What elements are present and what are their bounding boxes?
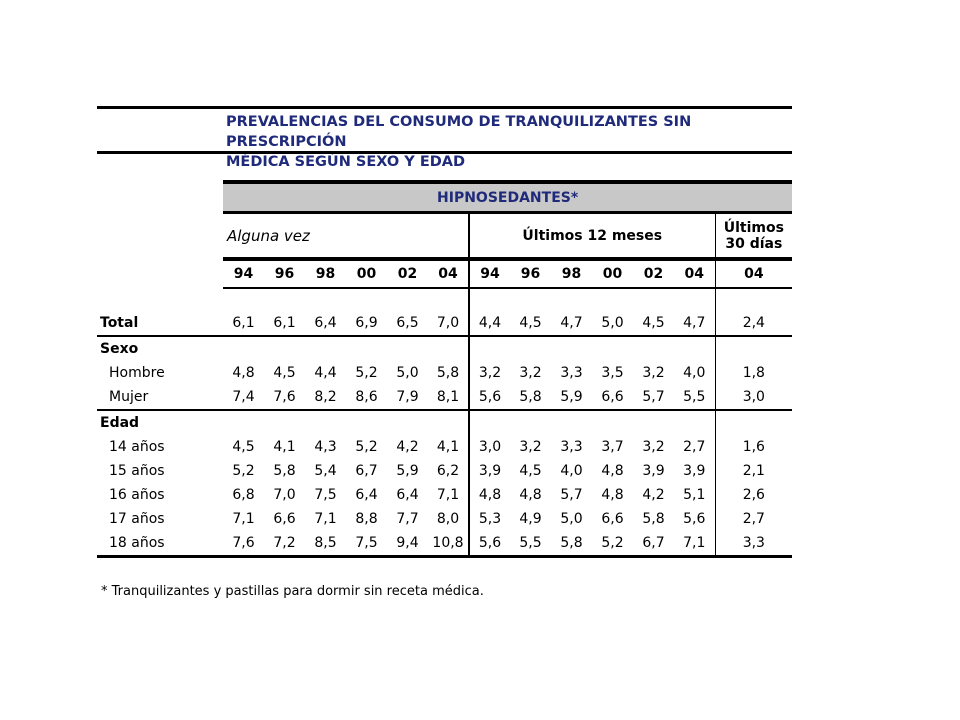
data-cell: 5,0 — [560, 511, 583, 527]
data-cell: 5,3 — [469, 507, 510, 531]
table-row — [97, 483, 792, 507]
data-cell: 8,5 — [305, 531, 346, 557]
data-cell: 1,6 — [715, 435, 792, 459]
row-label-16-anos: 16 años — [109, 487, 165, 503]
data-cell: 6,6 — [273, 511, 296, 527]
data-cell: 6,9 — [346, 311, 387, 336]
data-cell: 4,1 — [436, 439, 460, 455]
data-cell: 3,9 — [642, 463, 665, 479]
data-cell: 8,0 — [436, 511, 460, 527]
data-cell: 7,6 — [223, 531, 264, 557]
data-cell: 3,2 — [519, 365, 542, 381]
data-cell: 7,6 — [264, 385, 305, 410]
year-cell: 98 — [305, 259, 346, 288]
data-cell: 4,5 — [519, 463, 542, 479]
data-cell: 4,5 — [510, 311, 551, 336]
data-cell: 4,9 — [519, 511, 542, 527]
data-cell: 2,7 — [683, 439, 706, 455]
row-label-sexo: Sexo — [100, 341, 139, 357]
year-cell: 04 — [674, 259, 715, 288]
row-label-15-anos: 15 años — [109, 463, 165, 479]
data-cell: 5,8 — [510, 385, 551, 410]
title-bottom-rule — [97, 151, 792, 154]
data-cell: 4,4 — [314, 365, 337, 381]
data-cell: 4,2 — [396, 439, 419, 455]
prevalence-table — [97, 180, 792, 558]
data-cell: 4,0 — [560, 463, 583, 479]
data-cell: 4,8 — [469, 483, 510, 507]
data-cell: 2,4 — [715, 311, 792, 336]
data-cell: 3,0 — [715, 385, 792, 410]
data-cell: 5,8 — [551, 531, 592, 557]
data-cell: 7,7 — [396, 511, 419, 527]
data-cell: 5,6 — [469, 531, 510, 557]
data-cell: 5,5 — [674, 385, 715, 410]
data-cell: 5,4 — [314, 463, 337, 479]
period-alguna-vez: Alguna vez — [223, 213, 469, 260]
data-cell: 3,5 — [601, 365, 624, 381]
data-cell: 7,1 — [436, 487, 460, 503]
data-cell: 5,7 — [560, 487, 583, 503]
data-cell: 4,1 — [273, 439, 296, 455]
data-cell: 7,0 — [428, 311, 469, 336]
data-cell: 4,5 — [232, 439, 255, 455]
table-row — [97, 459, 792, 483]
data-cell: 4,8 — [601, 463, 624, 479]
data-cell: 6,1 — [223, 311, 264, 336]
data-cell: 3,2 — [469, 361, 510, 385]
year-cell: 94 — [223, 259, 264, 288]
data-cell: 5,8 — [436, 365, 460, 381]
data-cell: 7,5 — [346, 531, 387, 557]
data-cell: 6,7 — [355, 463, 378, 479]
period-ultimos-30-dias — [715, 213, 792, 260]
data-cell: 5,8 — [273, 463, 296, 479]
group-row — [97, 410, 792, 435]
data-cell: 6,6 — [601, 511, 624, 527]
data-cell: 6,4 — [355, 487, 378, 503]
year-header-row — [97, 259, 792, 288]
row-label-17-anos: 17 años — [109, 511, 165, 527]
year-cell: 02 — [387, 259, 428, 288]
year-cell: 94 — [469, 259, 510, 288]
data-cell: 5,8 — [642, 511, 665, 527]
data-cell: 6,7 — [633, 531, 674, 557]
data-cell: 6,2 — [436, 463, 460, 479]
data-cell: 4,5 — [633, 311, 674, 336]
data-cell: 5,9 — [396, 463, 419, 479]
data-cell: 2,6 — [715, 483, 792, 507]
data-cell: 6,8 — [232, 487, 255, 503]
table-row — [97, 385, 792, 410]
data-cell: 4,8 — [519, 487, 542, 503]
data-cell: 3,9 — [683, 463, 706, 479]
data-cell: 5,6 — [469, 385, 510, 410]
data-cell: 5,2 — [355, 365, 378, 381]
year-cell: 02 — [633, 259, 674, 288]
data-cell: 6,4 — [396, 487, 419, 503]
title-line-1: PREVALENCIAS DEL CONSUMO DE TRANQUILIZANTES SIN PRESCRIPCIÓN — [226, 114, 692, 150]
year-cell: 98 — [551, 259, 592, 288]
data-cell: 7,2 — [264, 531, 305, 557]
year-cell: 04 — [715, 259, 792, 288]
row-label-hombre: Hombre — [109, 365, 165, 381]
row-label-18-anos: 18 años — [97, 531, 223, 557]
data-cell: 3,9 — [469, 459, 510, 483]
data-cell: 1,8 — [715, 361, 792, 385]
data-cell: 4,7 — [674, 311, 715, 336]
data-cell: 6,5 — [387, 311, 428, 336]
row-label-total: Total — [97, 311, 223, 336]
data-cell: 7,1 — [232, 511, 255, 527]
data-cell: 8,6 — [346, 385, 387, 410]
data-cell: 2,7 — [715, 507, 792, 531]
data-cell: 4,5 — [273, 365, 296, 381]
table-row — [97, 361, 792, 385]
data-cell: 4,3 — [314, 439, 337, 455]
data-cell: 3,0 — [469, 435, 510, 459]
data-cell: 7,1 — [674, 531, 715, 557]
table-title — [226, 112, 786, 172]
row-label-edad: Edad — [100, 415, 140, 431]
table-row — [97, 311, 792, 336]
data-cell: 3,2 — [642, 439, 665, 455]
data-cell: 10,8 — [428, 531, 469, 557]
data-cell: 5,1 — [683, 487, 706, 503]
year-cell: 00 — [346, 259, 387, 288]
title-line-2: MÉDICA SEGÚN SEXO Y EDAD — [226, 154, 466, 170]
period-30-line-1: Últimos — [723, 219, 784, 236]
data-cell: 5,9 — [551, 385, 592, 410]
table-row — [97, 435, 792, 459]
footnote: * Tranquilizantes y pastillas para dormir sin receta médica. — [101, 584, 484, 599]
data-cell: 8,1 — [428, 385, 469, 410]
table-row — [97, 531, 792, 557]
data-cell: 3,3 — [560, 439, 583, 455]
data-cell: 4,7 — [551, 311, 592, 336]
data-cell: 5,7 — [633, 385, 674, 410]
data-cell: 4,8 — [601, 487, 624, 503]
data-cell: 7,0 — [273, 487, 296, 503]
data-cell: 5,2 — [592, 531, 633, 557]
period-30-line-2: 30 días — [725, 235, 783, 252]
data-cell: 4,4 — [469, 311, 510, 336]
row-label-mujer: Mujer — [97, 385, 223, 410]
period-ultimos-12-meses: Últimos 12 meses — [469, 213, 715, 260]
data-cell: 6,4 — [305, 311, 346, 336]
group-row — [97, 336, 792, 361]
data-cell: 4,2 — [642, 487, 665, 503]
data-cell: 5,2 — [355, 439, 378, 455]
data-cell: 7,5 — [314, 487, 337, 503]
data-cell: 3,2 — [519, 439, 542, 455]
data-cell: 3,7 — [601, 439, 624, 455]
data-cell: 5,2 — [232, 463, 255, 479]
title-top-rule — [97, 106, 792, 109]
data-cell: 3,3 — [715, 531, 792, 557]
row-label-14-anos: 14 años — [109, 439, 165, 455]
data-cell: 3,2 — [642, 365, 665, 381]
table-row — [97, 507, 792, 531]
data-cell: 5,0 — [592, 311, 633, 336]
data-cell: 2,1 — [715, 459, 792, 483]
data-cell: 7,9 — [387, 385, 428, 410]
data-cell: 5,5 — [510, 531, 551, 557]
year-cell: 96 — [264, 259, 305, 288]
data-cell: 8,2 — [305, 385, 346, 410]
data-cell: 7,1 — [314, 511, 337, 527]
year-cell: 04 — [428, 259, 469, 288]
data-cell: 5,0 — [396, 365, 419, 381]
data-cell: 4,0 — [683, 365, 706, 381]
year-cell: 00 — [592, 259, 633, 288]
data-cell: 8,8 — [355, 511, 378, 527]
data-cell: 9,4 — [387, 531, 428, 557]
data-cell: 4,8 — [232, 365, 255, 381]
year-cell: 96 — [510, 259, 551, 288]
data-cell: 3,3 — [560, 365, 583, 381]
data-cell: 6,1 — [264, 311, 305, 336]
data-cell: 7,4 — [223, 385, 264, 410]
data-cell: 6,6 — [592, 385, 633, 410]
data-cell: 5,6 — [683, 511, 706, 527]
group-header-hipnosedantes: HIPNOSEDANTES* — [223, 182, 792, 213]
